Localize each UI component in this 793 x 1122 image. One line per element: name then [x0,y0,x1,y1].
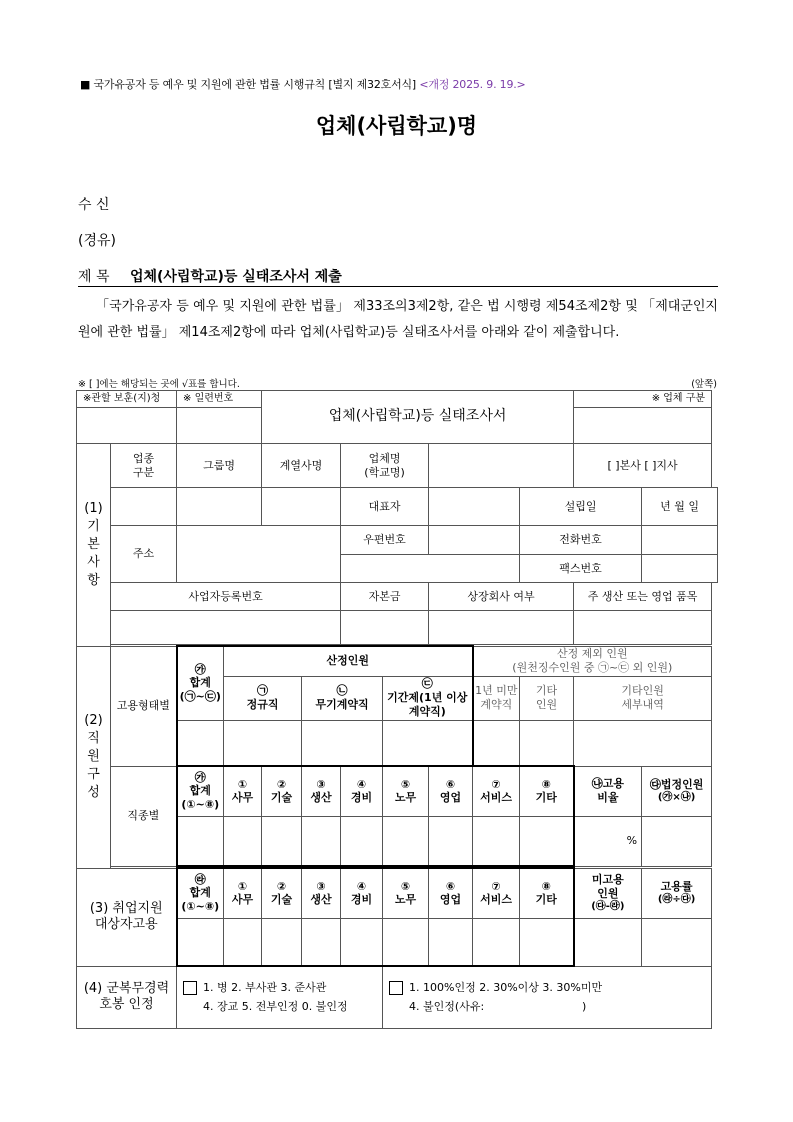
biz-reg-input[interactable] [111,611,341,645]
total-a-input[interactable] [177,720,224,766]
indef-input[interactable] [302,720,383,766]
sec3-input-security[interactable] [341,918,383,966]
zip-label: 우편번호 [341,526,429,555]
body-paragraph: 「국가유공자 등 예우 및 지원에 관한 법률」 제33조의3제2항, 같은 법 시행령 제54조제2항 및 「제대군인지원에 관한 법률」 제14조제2항에 따라 업체(사립학교)등 실태조사서를 아래와 같이 제출합니다. [78,299,718,340]
address-input[interactable] [177,526,341,583]
total-a-header: ㉮ 합계 (㉠~㉢) [177,646,224,720]
products-label: 주 생산 또는 영업 품목 [574,583,712,611]
founded-label: 설립일 [520,488,642,526]
ceo-input[interactable] [429,488,520,526]
company-name-input[interactable] [429,444,574,488]
serial-input[interactable] [177,408,262,444]
job-header-sales: ⑥ 영업 [429,766,473,816]
rate-options-line1: 1. 100%인정 2. 30%이상 3. 30%미만 [409,980,603,994]
emp-rate-input[interactable] [642,918,712,966]
job-input-other[interactable] [520,816,574,866]
emp-rate-header: 고용률 (㉱÷㉰) [642,868,712,918]
form-title: 업체(사립학교)등 실태조사서 [262,391,574,444]
total-b-header: ㉮ 합계 (①~⑧) [177,766,224,816]
products-input[interactable] [574,611,712,645]
job-input-tech[interactable] [262,816,302,866]
document-title: 업체(사립학교)명 [315,114,478,138]
sec3-input-sales[interactable] [429,918,473,966]
category-header: ※ 업체 구분 [574,391,712,408]
regulation-text: ■ 국가유공자 등 예우 및 지원에 관한 법률 시행규칙 [별지 제32호서식] [80,78,417,91]
job-header-production: ③ 생산 [302,766,341,816]
rate-checkbox[interactable] [389,981,403,995]
affiliate-label: 계열사명 [262,444,341,488]
rank-options-line2: 4. 장교 5. 전부인정 0. 불인정 [203,1000,348,1014]
term-header: ㉢ 기간제(1년 이상 계약직) [383,676,473,720]
office-input[interactable] [77,408,177,444]
sec3-input-labor[interactable] [383,918,429,966]
legal-header: ㉰법정인원 (㉮×㉯) [642,766,712,816]
office-header: ※관할 보훈(지)청 [77,391,177,408]
legal-input[interactable] [642,816,712,866]
unemployed-input[interactable] [574,918,642,966]
sec3-job-security: ④ 경비 [341,868,383,918]
under-1y-header: 1년 미만 계약직 [473,676,520,720]
section2-label: (2) 직 원 구 성 [77,646,111,868]
emp-ratio-header: ㉯고용 비율 [574,766,642,816]
job-header-service: ⑦ 서비스 [473,766,520,816]
rate-options-line2: 4. 불인정(사유: ) [409,1000,587,1014]
under-1y-input[interactable] [473,720,520,766]
checkbox-note: ※ [ ]에는 해당되는 곳에 √표를 합니다. [78,379,240,390]
sec3-input-production[interactable] [302,918,341,966]
phone-label: 전화번호 [520,526,642,555]
ceo-label: 대표자 [341,488,429,526]
job-header-labor: ⑤ 노무 [383,766,429,816]
phone-input[interactable] [642,526,718,555]
capital-label: 자본금 [341,583,429,611]
regular-input[interactable] [224,720,302,766]
sec3-job-tech: ② 기술 [262,868,302,918]
sec3-job-production: ③ 생산 [302,868,341,918]
section1-label: (1) 기 본 사 항 [77,444,111,647]
fax-input[interactable] [642,555,718,583]
emp-ratio-input[interactable]: % [574,816,642,866]
sec3-job-office: ① 사무 [224,868,262,918]
term-input[interactable] [383,720,473,766]
job-header-security: ④ 경비 [341,766,383,816]
industry-label: 업종 구분 [111,444,177,488]
other-header: 기타 인원 [520,676,574,720]
sec3-job-labor: ⑤ 노무 [383,868,429,918]
job-input-production[interactable] [302,816,341,866]
biz-reg-label: 사업자등록번호 [111,583,341,611]
subject-divider [78,286,718,287]
sec3-input-service[interactable] [473,918,520,966]
listed-label: 상장회사 여부 [429,583,574,611]
subject-text: 업체(사립학교)등 실태조사서 제출 [129,269,342,285]
serial-header: ※ 일련번호 [177,391,262,408]
other-input[interactable] [520,720,574,766]
job-input-service[interactable] [473,816,520,866]
address-detail-input[interactable] [341,555,520,583]
other-detail-header: 기타인원 세부내역 [574,676,712,720]
address-label: 주소 [111,526,177,583]
sec3-job-service: ⑦ 서비스 [473,868,520,918]
recipient-field[interactable]: 수 신 [78,197,110,213]
unemployed-header: 미고용 인원 (㉰-㉱) [574,868,642,918]
indef-header: ㉡ 무기계약직 [302,676,383,720]
category-input[interactable] [574,408,712,444]
group-label: 그룹명 [177,444,262,488]
revision-text: <개정 2025. 9. 19.> [419,78,526,91]
rank-options[interactable] [177,966,383,1028]
industry-input[interactable] [111,488,177,526]
job-header-tech: ② 기술 [262,766,302,816]
regulation-header [80,76,526,92]
fax-label: 팩스번호 [520,555,642,583]
survey-form-table [76,390,718,1029]
job-input-security[interactable] [341,816,383,866]
sec3-job-sales: ⑥ 영업 [429,868,473,918]
sec3-input-other[interactable] [520,918,574,966]
subject-label: 제 목 [78,269,110,285]
section4-label: (4) 군복무경력 호봉 인정 [77,966,177,1028]
emp-type-label: 고용형태별 [111,646,177,766]
listed-input[interactable] [429,611,574,645]
rank-checkbox[interactable] [183,981,197,995]
founded-input[interactable]: 년 월 일 [642,488,718,526]
total-b-input[interactable] [177,816,224,866]
calc-staff-header: 산정인원 [224,646,473,676]
affiliate-input[interactable] [262,488,341,526]
capital-input[interactable] [341,611,429,645]
sec3-input-office[interactable] [224,918,262,966]
hq-branch-checkbox[interactable]: [ ]본사 [ ]지사 [574,444,712,488]
sec3-total-input[interactable] [177,918,224,966]
rate-options[interactable] [383,966,712,1028]
sec3-total-header: ㉱ 합계 (①~⑧) [177,868,224,918]
job-type-label: 직종별 [111,766,177,866]
job-header-office: ① 사무 [224,766,262,816]
job-header-other: ⑧ 기타 [520,766,574,816]
page-side-label: (앞쪽) [691,379,717,390]
job-input-labor[interactable] [383,816,429,866]
via-field[interactable]: (경유) [78,233,116,249]
section3-label: (3) 취업지원 대상자고용 [77,868,177,966]
company-name-label: 업체명 (학교명) [341,444,429,488]
excluded-header: 산정 제외 인원 (원천징수인원 중 ㉠~㉢ 외 인원) [473,646,712,676]
regular-header: ㉠ 정규직 [224,676,302,720]
subject-line [78,266,342,286]
zip-input[interactable] [429,526,520,555]
sec3-input-tech[interactable] [262,918,302,966]
job-input-office[interactable] [224,816,262,866]
group-input[interactable] [177,488,262,526]
other-detail-input[interactable] [574,720,712,766]
rank-options-line1: 1. 병 2. 부사관 3. 준사관 [203,980,327,994]
job-input-sales[interactable] [429,816,473,866]
sec3-job-other: ⑧ 기타 [520,868,574,918]
